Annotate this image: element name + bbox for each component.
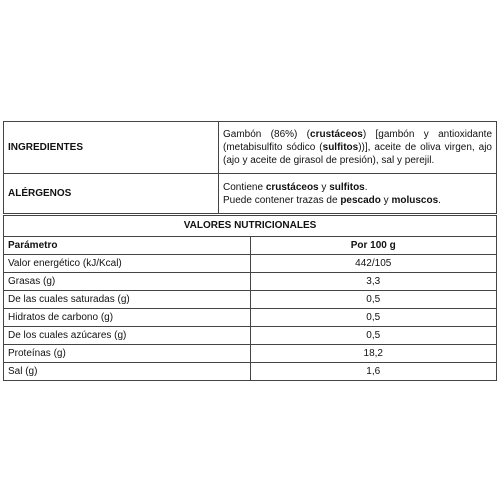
nutrition-title: VALORES NUTRICIONALES <box>4 216 497 237</box>
ingredients-bold-crustaceos: crustáceos <box>310 129 363 140</box>
row-value: 18,2 <box>250 345 497 363</box>
allergen-sulfitos: sulfitos <box>329 181 365 193</box>
allergens-text-part: . <box>364 181 368 193</box>
allergens-contains-line <box>223 181 492 194</box>
table-row <box>4 291 497 309</box>
allergens-text-part: Contiene <box>223 181 266 193</box>
table-row <box>4 327 497 345</box>
allergens-text-part: Puede contener trazas de <box>223 194 341 206</box>
allergens-traces-line <box>223 194 492 207</box>
table-row <box>4 255 497 273</box>
allergens-text <box>219 174 497 214</box>
row-value: 3,3 <box>250 273 497 291</box>
allergens-label: ALÉRGENOS <box>4 174 219 214</box>
nutrition-table <box>3 215 497 381</box>
allergens-row <box>4 174 497 214</box>
table-row <box>4 309 497 327</box>
ingredients-text <box>219 122 497 174</box>
row-value: 0,5 <box>250 327 497 345</box>
allergen-crustaceos: crustáceos <box>265 181 319 193</box>
allergens-text-part: y <box>380 194 392 206</box>
ingredients-label: INGREDIENTES <box>4 122 219 174</box>
ingredients-text-part: ) [gambón y antioxidante (metabisulfito sódico ( <box>223 129 493 153</box>
row-param: Grasas (g) <box>4 273 251 291</box>
table-row <box>4 345 497 363</box>
allergens-text-part: . <box>438 194 441 206</box>
row-param: Hidratos de carbono (g) <box>4 309 251 327</box>
header-param: Parámetro <box>4 237 251 255</box>
nutrition-header-row <box>4 237 497 255</box>
row-param: De los cuales azúcares (g) <box>4 327 251 345</box>
ingredients-bold-sulfitos: sulfitos <box>322 142 359 153</box>
row-param: Proteínas (g) <box>4 345 251 363</box>
ingredients-allergens-table <box>3 121 497 214</box>
allergens-text-part: y <box>318 181 330 193</box>
row-value: 442/105 <box>250 255 497 273</box>
header-value: Por 100 g <box>250 237 497 255</box>
table-row <box>4 273 497 291</box>
ingredients-text-part: Gambón (86%) ( <box>223 129 311 140</box>
row-value: 0,5 <box>250 309 497 327</box>
row-value: 0,5 <box>250 291 497 309</box>
row-param: Valor energético (kJ/Kcal) <box>4 255 251 273</box>
nutrition-title-row <box>4 216 497 237</box>
ingredients-row <box>4 122 497 174</box>
allergen-pescado: pescado <box>340 194 381 206</box>
table-row <box>4 363 497 381</box>
row-param: De las cuales saturadas (g) <box>4 291 251 309</box>
allergen-moluscos: moluscos <box>391 194 439 206</box>
row-param: Sal (g) <box>4 363 251 381</box>
row-value: 1,6 <box>250 363 497 381</box>
ingredients-text-part: ))], aceite de oliva virgen, ajo (ajo y aceite de girasol de presión), sal y perejil. <box>223 142 492 166</box>
